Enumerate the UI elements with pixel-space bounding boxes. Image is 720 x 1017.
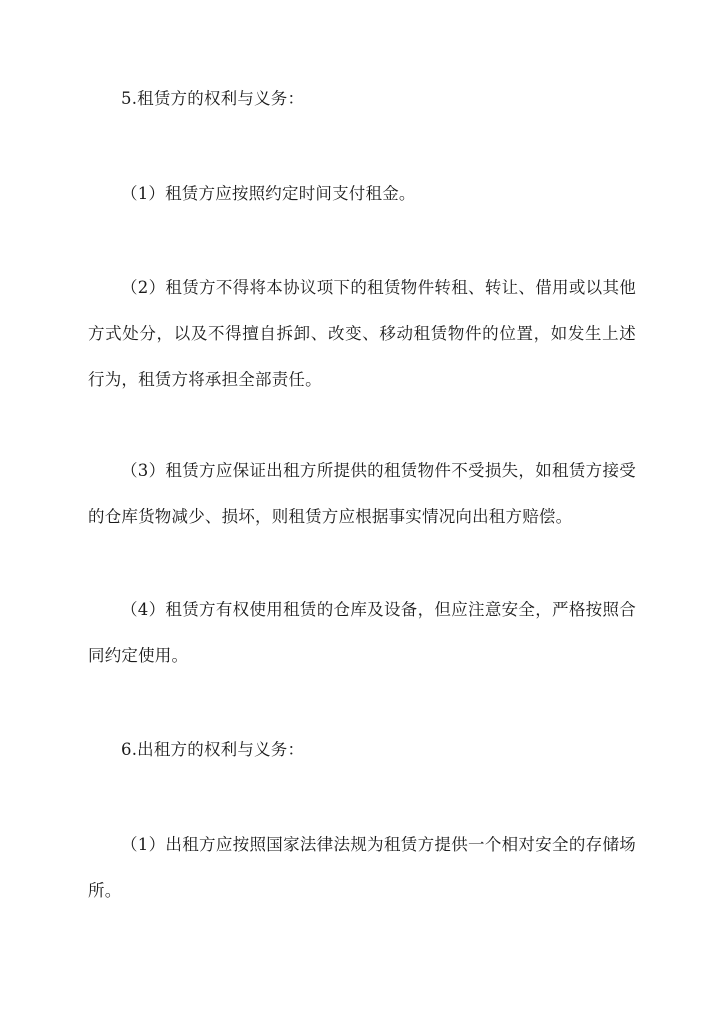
clause-paragraph: （3）租赁方应保证出租方所提供的租赁物件不受损失，如租赁方接受的仓库货物减少、损坏，则租赁方应根据事实情况向出租方赔偿。 — [88, 461, 636, 526]
section-heading-lessor-rights: 6.出租方的权利与义务： — [121, 740, 305, 759]
section-heading-lessee-rights: 5.租赁方的权利与义务： — [121, 89, 305, 108]
clause-paragraph: （1）出租方应按照国家法律法规为租赁方提供一个相对安全的存储场所。 — [88, 835, 636, 900]
clause-paragraph: （1）租赁方应按照约定时间支付租金。 — [121, 184, 416, 203]
clause-paragraph: （4）租赁方有权使用租赁的仓库及设备，但应注意安全，严格按照合同约定使用。 — [88, 600, 636, 665]
clause-paragraph: （2）租赁方不得将本协议项下的租赁物件转租、转让、借用或以其他方式处分，以及不得擅自拆卸、改变、移动租赁物件的位置，如发生上述行为，租赁方将承担全部责任。 — [88, 278, 636, 389]
